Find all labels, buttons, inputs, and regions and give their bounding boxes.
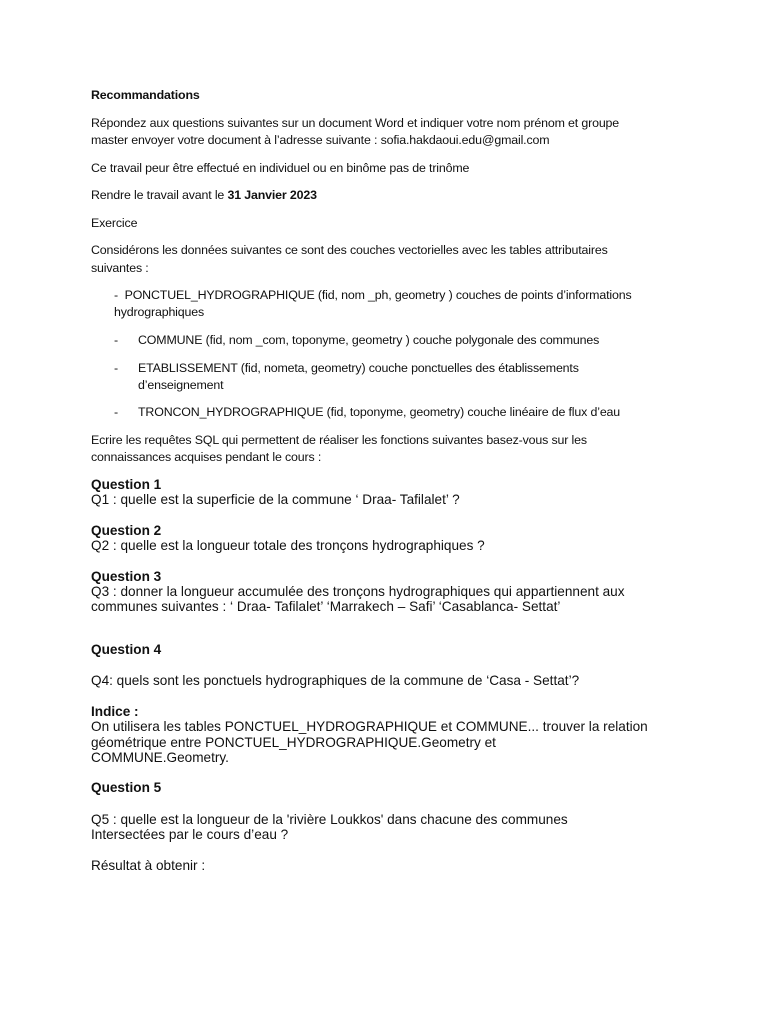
question-4-title: Question 4 xyxy=(91,642,162,657)
indice-text-line-1: On utilisera les tables PONCTUEL_HYDROGRAPHIQUE et COMMUNE... trouver la relation xyxy=(91,719,648,734)
layer-item-dash: - xyxy=(114,405,118,419)
question-5-text-line-2: Intersectées par le cours d’eau ? xyxy=(91,827,289,842)
exercice-intro-line-1: Considérons les données suivantes ce sont des couches vectorielles avec les tables attributaires xyxy=(91,243,608,257)
instructions-line-2: master envoyer votre document à l’adresse suivante : sofia.hakdaoui.edu@gmail.com xyxy=(91,133,550,147)
question-3-title: Question 3 xyxy=(91,569,162,584)
deadline-line xyxy=(91,187,691,204)
deadline-prefix: Rendre le travail avant le xyxy=(91,188,228,202)
layer-item-troncon: TRONCON_HYDROGRAPHIQUE (fid, toponyme, geometry) couche linéaire de flux d’eau xyxy=(138,405,621,419)
question-3-text-line-1: Q3 : donner la longueur accumulée des tronçons hydrographiques qui appartiennent aux xyxy=(91,584,625,599)
result-label: Résultat à obtenir : xyxy=(91,858,206,873)
question-1-title: Question 1 xyxy=(91,477,162,492)
layer-item-dash: - xyxy=(114,333,118,347)
question-1-text: Q1 : quelle est la superficie de la commune ‘ Draa- Tafilalet’ ? xyxy=(91,492,460,507)
layer-item-ponctuel-line-2: hydrographiques xyxy=(114,305,205,319)
layer-item-dash: - xyxy=(114,288,118,302)
indice-title: Indice : xyxy=(91,704,139,719)
layer-item-dash: - xyxy=(114,361,118,375)
question-4-text: Q4: quels sont les ponctuels hydrographiques de la commune de ‘Casa - Settat’? xyxy=(91,673,580,688)
deadline-date: 31 Janvier 2023 xyxy=(227,188,317,202)
question-2-text: Q2 : quelle est la longueur totale des tronçons hydrographiques ? xyxy=(91,538,485,553)
question-5-text-line-1: Q5 : quelle est la longueur de la 'rivière Loukkos' dans chacune des communes xyxy=(91,812,568,827)
layer-item-ponctuel-line-1 xyxy=(114,287,694,304)
layer-item-etablissement-line-2: d’enseignement xyxy=(138,378,224,392)
question-5-title: Question 5 xyxy=(91,780,162,795)
indice-text-line-3: COMMUNE.Geometry. xyxy=(91,750,229,765)
indice-text-line-2: géométrique entre PONCTUEL_HYDROGRAPHIQUE.Geometry et xyxy=(91,735,496,750)
layer-item-commune: COMMUNE (fid, nom _com, toponyme, geometry ) couche polygonale des communes xyxy=(138,333,600,347)
exercice-intro-line-2: suivantes : xyxy=(91,261,149,275)
binome-line: Ce travail peur être effectué en individuel ou en binôme pas de trinôme xyxy=(91,161,470,175)
recommandations-title: Recommandations xyxy=(91,88,200,102)
instructions-line-1: Répondez aux questions suivantes sur un document Word et indiquer votre nom prénom et groupe xyxy=(91,116,620,130)
sql-instructions-line-1: Ecrire les requêtes SQL qui permettent de réaliser les fonctions suivantes basez-vous sur les xyxy=(91,433,587,447)
question-3-text-line-2: communes suivantes : ‘ Draa- Tafilalet’ ‘Marrakech – Safi’ ‘Casablanca- Settat’ xyxy=(91,599,561,614)
layer-item-text: PONCTUEL_HYDROGRAPHIQUE (fid, nom _ph, geometry ) couches de points d’informations xyxy=(124,288,632,302)
exercice-title: Exercice xyxy=(91,216,138,230)
question-2-title: Question 2 xyxy=(91,523,162,538)
sql-instructions-line-2: connaissances acquises pendant le cours : xyxy=(91,450,322,464)
layer-item-etablissement-line-1: ETABLISSEMENT (fid, nometa, geometry) couche ponctuelles des établissements xyxy=(138,361,579,375)
